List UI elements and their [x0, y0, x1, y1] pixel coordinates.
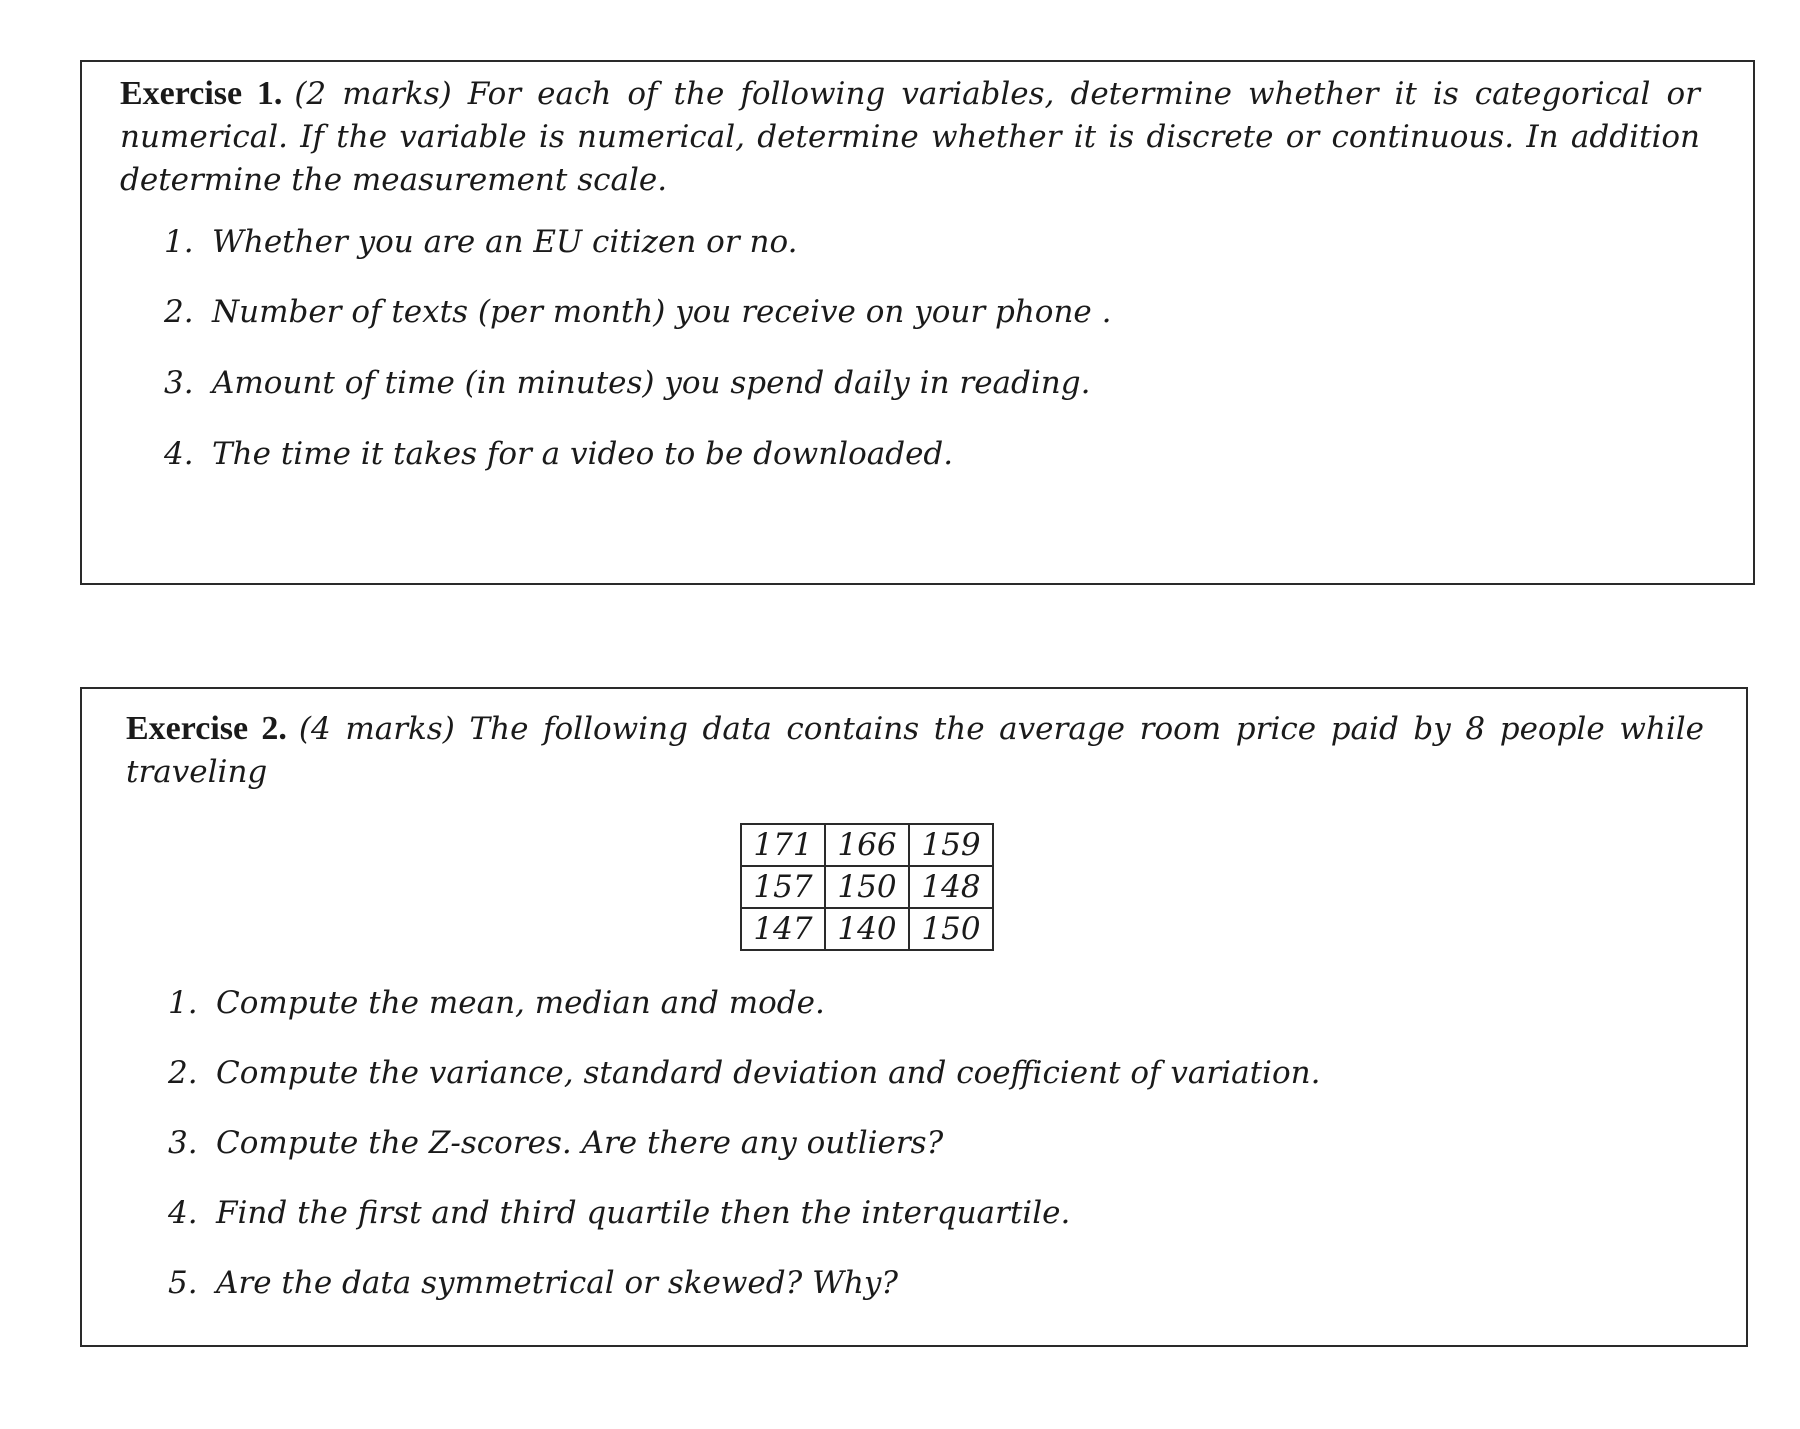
- table-cell: 157: [741, 866, 825, 908]
- item-number: 2.: [168, 1055, 198, 1091]
- list-item: [168, 1055, 1320, 1091]
- item-text: Are the data symmetrical or skewed? Why?: [216, 1265, 899, 1301]
- exercise-2-prompt: (4 marks) The following data contains the average room price paid by 8 people while traveling: [126, 711, 1704, 790]
- list-item: [168, 1125, 943, 1161]
- list-item: [164, 224, 797, 260]
- item-text: Number of texts (per month) you receive on your phone .: [212, 294, 1112, 330]
- item-text: Whether you are an EU citizen or no.: [212, 224, 798, 260]
- room-price-table: [740, 823, 994, 951]
- item-text: Find the first and third quartile then the interquartile.: [216, 1195, 1071, 1231]
- exercise-2-title: Exercise 2.: [126, 710, 287, 747]
- item-number: 2.: [164, 294, 194, 330]
- table-row: [741, 866, 993, 908]
- list-item: [168, 1195, 1070, 1231]
- list-item: [168, 985, 825, 1021]
- item-number: 3.: [168, 1125, 198, 1161]
- exercise-1-prompt: (2 marks) For each of the following variables, determine whether it is categorical or numerical. If the variable is numerical, determine whether it is discrete or continuous. In addition determine the measurement scale.: [120, 76, 1701, 198]
- table-cell: 171: [741, 824, 825, 866]
- table-cell: 147: [741, 908, 825, 950]
- table-cell: 140: [825, 908, 909, 950]
- item-number: 5.: [168, 1265, 198, 1301]
- exercise-1-box: [80, 60, 1755, 585]
- exercise-1-statement: [120, 72, 1700, 202]
- table-row: [741, 824, 993, 866]
- item-number: 3.: [164, 365, 194, 401]
- list-item: [164, 436, 953, 472]
- table-row: [741, 908, 993, 950]
- list-item: [164, 294, 1111, 330]
- item-text: Compute the Z-scores. Are there any outliers?: [216, 1125, 944, 1161]
- item-text: Compute the mean, median and mode.: [216, 985, 825, 1021]
- item-text: The time it takes for a video to be downloaded.: [212, 436, 954, 472]
- item-number: 4.: [168, 1195, 198, 1231]
- table-cell: 148: [909, 866, 993, 908]
- item-number: 1.: [164, 224, 194, 260]
- table-cell: 166: [825, 824, 909, 866]
- item-number: 4.: [164, 436, 194, 472]
- table-cell: 159: [909, 824, 993, 866]
- table-cell: 150: [825, 866, 909, 908]
- list-item: [164, 365, 1090, 401]
- exercise-2-statement: [126, 707, 1704, 794]
- exercise-2-box: [80, 687, 1748, 1347]
- table-cell: 150: [909, 908, 993, 950]
- item-number: 1.: [168, 985, 198, 1021]
- exercise-1-title: Exercise 1.: [120, 75, 283, 112]
- item-text: Compute the variance, standard deviation and coefficient of variation.: [216, 1055, 1321, 1091]
- list-item: [168, 1265, 898, 1301]
- item-text: Amount of time (in minutes) you spend daily in reading.: [212, 365, 1091, 401]
